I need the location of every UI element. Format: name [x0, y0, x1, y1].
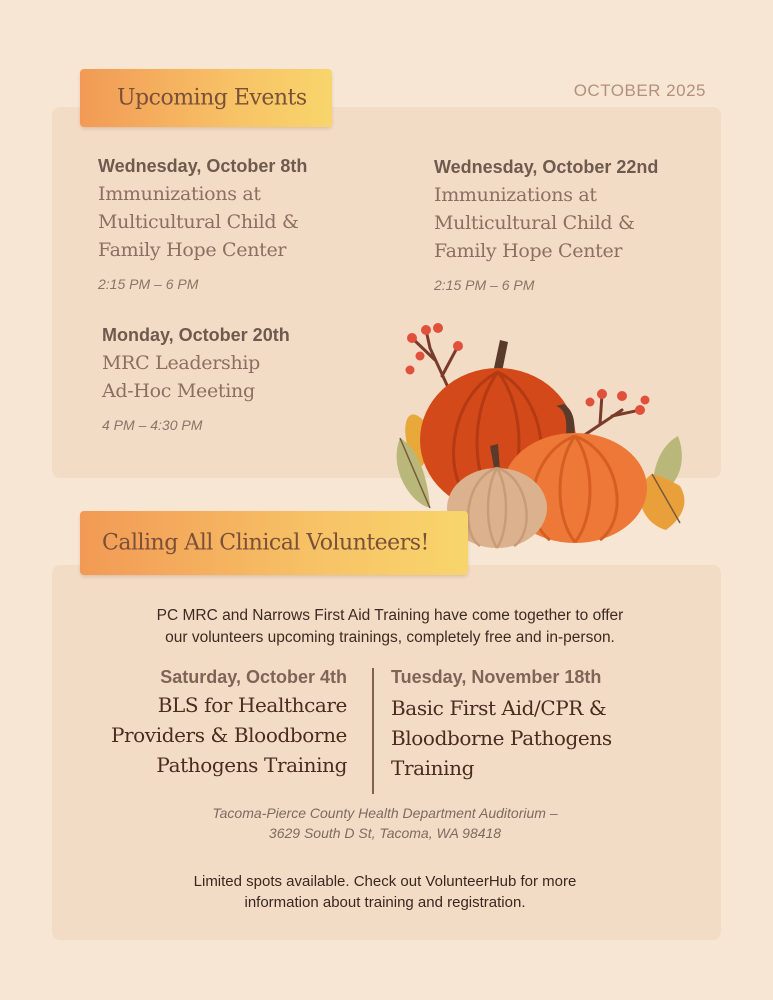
event-date: Wednesday, October 8th [98, 156, 308, 176]
event-time: 2:15 PM – 6 PM [434, 277, 535, 293]
upcoming-events-tag [80, 69, 332, 127]
volunteers-tag [80, 511, 468, 575]
training-title: BLS for Healthcare Providers & Bloodborne Pathogens Training [110, 693, 347, 777]
upcoming-events-label: Upcoming Events [117, 85, 307, 111]
event-title: Immunizations at Multicultural Child & Family Hope Center [434, 184, 635, 262]
registration-note: Limited spots available. Check out VolunteerHub for more information about training and registration. [193, 873, 577, 911]
event-oct-22 [434, 157, 658, 293]
event-oct-20 [102, 325, 290, 433]
training-date: Tuesday, November 18th [391, 667, 602, 687]
event-time: 4 PM – 4:30 PM [102, 417, 203, 433]
training-location: Tacoma-Pierce County Health Department Auditorium – 3629 South D St, Tacoma, WA 98418 [212, 805, 558, 841]
event-date: Wednesday, October 22nd [434, 157, 659, 177]
event-date: Monday, October 20th [102, 325, 290, 345]
training-divider [372, 668, 374, 794]
training-title: Basic First Aid/CPR & Bloodborne Pathogens Training [391, 696, 612, 780]
event-title: MRC Leadership Ad-Hoc Meeting [102, 352, 261, 402]
berry-branch-icon [580, 389, 650, 438]
month-label: OCTOBER 2025 [573, 81, 706, 100]
volunteers-intro: PC MRC and Narrows First Aid Training have come together to offer our volunteers upcoming trainings, completely free and in-person. [156, 607, 624, 646]
volunteers-label: Calling All Clinical Volunteers! [102, 530, 429, 556]
event-time: 2:15 PM – 6 PM [98, 276, 199, 292]
event-oct-8 [98, 156, 307, 292]
training-date: Saturday, October 4th [160, 667, 347, 687]
training-nov-18 [391, 667, 612, 783]
training-oct-4 [111, 667, 347, 780]
event-title: Immunizations at Multicultural Child & Family Hope Center [98, 183, 299, 261]
